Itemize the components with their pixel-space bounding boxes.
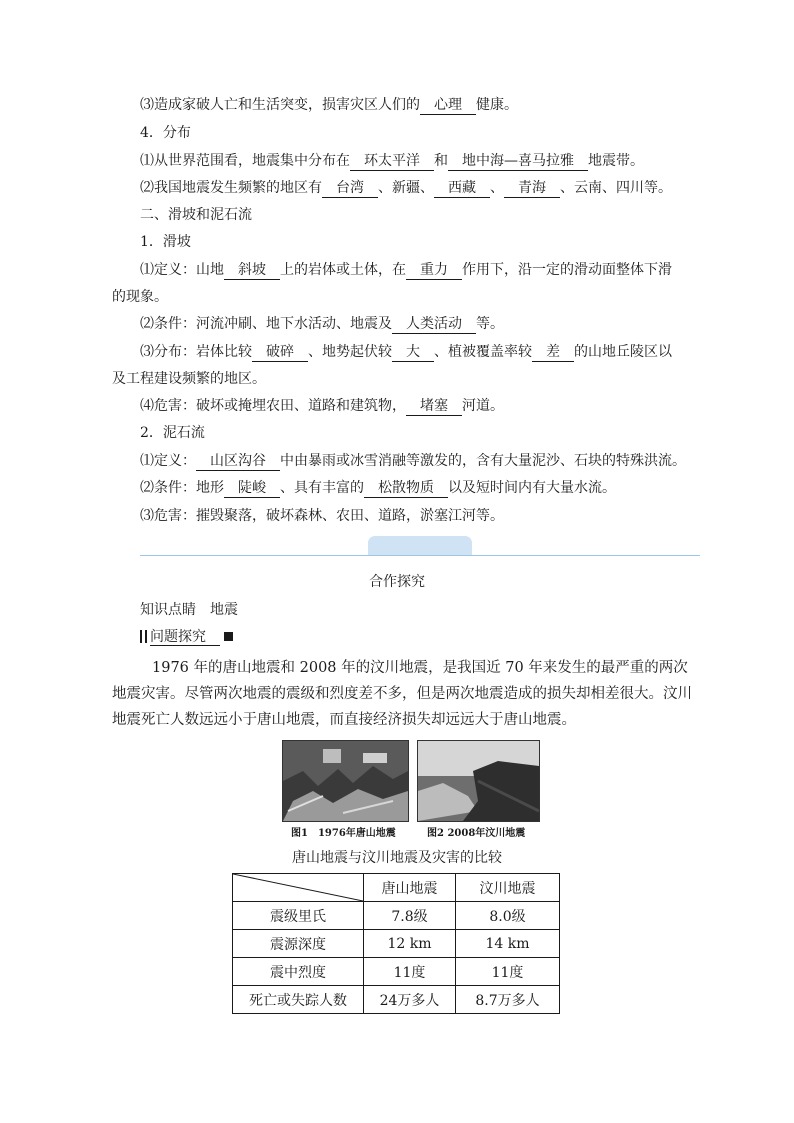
comparison-table: [232, 873, 560, 1014]
bar-icon: [145, 630, 147, 643]
heading-4: 4．分布: [140, 125, 191, 141]
diagonal-header-cell: [233, 874, 364, 902]
answer-blank: 堵塞: [406, 398, 462, 416]
text: 、云南、四川等。: [560, 180, 672, 196]
table-cell: 7.8级: [364, 902, 456, 930]
row-label: 震级里氏: [233, 902, 364, 930]
answer-blank: 破碎: [252, 344, 308, 362]
table-cell: 8.0级: [456, 902, 560, 930]
inquiry-label: 问题探究: [150, 629, 220, 646]
subheading: 2．泥石流: [140, 425, 205, 441]
table-cell: 11度: [456, 958, 560, 986]
text: ⑷危害：破坏或掩埋农田、道路和建筑物，: [140, 398, 406, 414]
knowledge-point: 知识点睛 地震: [140, 602, 238, 618]
text: ⑴从世界范围看，地震集中分布在: [140, 153, 350, 169]
section-heading: 二、滑坡和泥石流: [140, 207, 252, 223]
text: 健康。: [476, 97, 518, 113]
text-line: [140, 478, 616, 498]
wenchuan-photo: [417, 740, 540, 822]
answer-blank: 重力: [406, 262, 462, 280]
text-line: [140, 178, 672, 198]
row-label: 震源深度: [233, 930, 364, 958]
text: ⑵条件：地形: [140, 480, 224, 496]
table-row: [233, 958, 560, 986]
text: 的山地丘陵区以: [574, 344, 672, 360]
answer-blank: 台湾: [322, 180, 378, 198]
table-row: [233, 902, 560, 930]
text: 地震带。: [588, 153, 644, 169]
text-line: [140, 151, 644, 171]
section-divider: [140, 555, 700, 556]
row-label: 死亡或失踪人数: [233, 986, 364, 1014]
table-cell: 12 km: [364, 930, 456, 958]
text: 、新疆、: [378, 180, 434, 196]
text: ⑵条件：河流冲刷、地下水活动、地震及: [140, 316, 392, 332]
text-line: 及工程建设频繁的地区。: [112, 371, 266, 387]
figure-1-caption: 图1 1976年唐山地震: [291, 828, 396, 839]
table-row: [233, 986, 560, 1014]
row-label: 震中烈度: [233, 958, 364, 986]
text: 、地势起伏较: [308, 344, 392, 360]
text-line: 的现象。: [112, 289, 168, 305]
answer-blank: 陡峻: [224, 480, 280, 498]
answer-blank: 西藏: [434, 180, 490, 198]
text-line: [140, 451, 686, 471]
text: ⑴定义：: [140, 453, 196, 469]
table-cell: 8.7万多人: [456, 986, 560, 1014]
header-tangshan: 唐山地震: [364, 874, 456, 902]
intro-paragraph: 1976 年的唐山地震和 2008 年的汶川地震，是我国近 70 年来发生的最严重的两次地震灾害。尽管两次地震的震级和烈度差不多，但是两次地震造成的损失却相差很大。汶川地震死亡人数远远小于唐山地震，而直接经济损失却远远大于唐山地震。: [112, 660, 692, 728]
text-line: [140, 260, 672, 280]
text: 河道。: [462, 398, 504, 414]
inquiry-tag: [140, 627, 233, 647]
tangshan-photo: [282, 740, 409, 822]
answer-blank: 松散物质: [364, 480, 448, 498]
header-wenchuan: 汶川地震: [456, 874, 560, 902]
answer-blank: 斜坡: [224, 262, 280, 280]
text: ⑶分布：岩体比较: [140, 344, 252, 360]
answer-blank: 环太平洋: [350, 153, 434, 171]
answer-blank: 人类活动: [392, 316, 476, 334]
text: ⑵我国地震发生频繁的地区有: [140, 180, 322, 196]
text: 以及短时间内有大量水流。: [448, 480, 616, 496]
answer-blank: 山区沟谷: [196, 453, 280, 471]
answer-blank: 地中海—喜马拉雅: [448, 153, 588, 171]
answer-blank: 大: [392, 344, 434, 362]
table-caption: 唐山地震与汶川地震及灾害的比较: [292, 850, 502, 866]
bar-icon: [140, 630, 142, 643]
text: 等。: [476, 316, 504, 332]
text-line: [140, 95, 518, 115]
answer-blank: 青海: [504, 180, 560, 198]
figure-2-caption: 图2 2008年汶川地震: [427, 828, 526, 839]
text-line: [140, 314, 504, 334]
table-row: [233, 930, 560, 958]
table-header-row: [233, 874, 560, 902]
text: 、: [490, 180, 504, 196]
text: 中由暴雨或冰雪消融等激发的，含有大量泥沙、石块的特殊洪流。: [280, 453, 686, 469]
answer-blank: 差: [532, 344, 574, 362]
text: 作用下，沿一定的滑动面整体下滑: [462, 262, 672, 278]
text: 、植被覆盖率较: [434, 344, 532, 360]
table-cell: 24万多人: [364, 986, 456, 1014]
divider-tab: [368, 536, 472, 555]
text-line: [140, 396, 504, 416]
section-title: 合作探究: [369, 574, 425, 590]
subheading: 1．滑坡: [140, 234, 191, 250]
table-cell: 14 km: [456, 930, 560, 958]
text-line: [140, 342, 672, 362]
text-line: ⑶危害：摧毁聚落，破坏森林、农田、道路，淤塞江河等。: [140, 508, 504, 524]
answer-blank: 心理: [420, 97, 476, 115]
text: 和: [434, 153, 448, 169]
table-cell: 11度: [364, 958, 456, 986]
text: 上的岩体或土体，在: [280, 262, 406, 278]
text: 、具有丰富的: [280, 480, 364, 496]
text: ⑶造成家破人亡和生活突变，损害灾区人们的: [140, 97, 420, 113]
text: ⑴定义：山地: [140, 262, 224, 278]
square-icon: [224, 632, 233, 641]
